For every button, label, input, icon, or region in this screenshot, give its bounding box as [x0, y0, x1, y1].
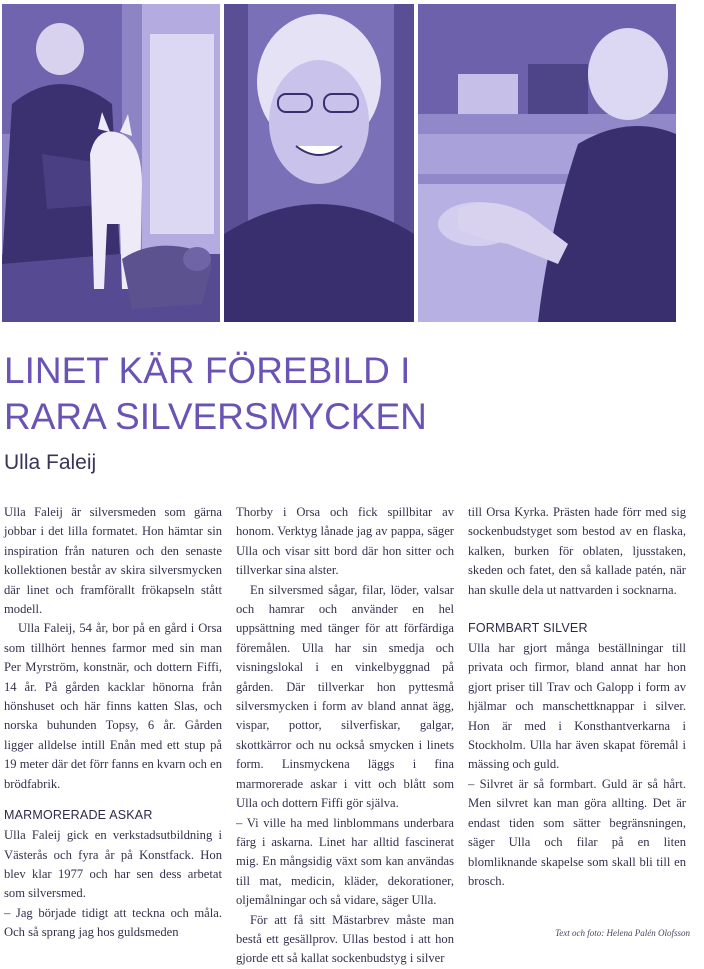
article-column-3	[468, 503, 686, 891]
section-heading-marmorerade-askar: MARMORERADE ASKAR	[4, 808, 153, 823]
author-name: Ulla Faleij	[4, 451, 97, 474]
paragraph: En silversmed sågar, filar, löder, valsar och hamrar och använder en hel uppsättning med tänger för att förfärdiga föremålen. Ulla har sin smedja och visningslokal i en vinkelbyggnad på gården. Där tillverkar hon pyttesmå silversmycken i form av bland annat ägg, vispar, pottor, silverfiskar, galgar, skottkärror och nu också smycken i linets form. Linsmyckena läggs i fina marmorerade askar i vitt och blått som Ulla och dottern Fiffi gör själva.	[236, 582, 454, 811]
article-column-2	[236, 503, 454, 969]
headline-line-2: RARA SILVERSMYCKEN	[4, 396, 427, 437]
paragraph: Ulla har gjort många beställningar till privata och firmor, bland annat har hon gjort priser till Trav och Galopp i form av hjälmar och manschettknappar i silver. Hon är med i Konsthantverkarna i Stockholm. Ulla har även skapat föremål i mässing och guld.	[468, 641, 686, 772]
paragraph: – Silvret är så formbart. Guld är så hårt. Men silvret kan man göra allting. Det är endast tiden som sätter begränsningen, säger Ulla och filar på en liten blomliknande skapelse som skall bli till en brosch.	[468, 776, 686, 888]
paragraph: Ulla Faleij är silversmeden som gärna jobbar i det lilla formatet. Hon hämtar sin inspiration från naturen och den senaste kollektionen består av skira silversmycken där linet och framförallt frökapseln stått modell.	[4, 505, 222, 617]
paragraph: För att få sitt Mästarbrev måste man bestå ett gesällprov. Ullas bestod i att hon gjorde ett så kallat sockenbudstyg i silver	[236, 912, 454, 966]
paragraph: Ulla Faleij, 54 år, bor på en gård i Orsa som tillhört hennes farmor med sin man Per Myrström, konstnär, och dottern Fiffi, 14 år. På gården kacklar hönorna från hönshuset och här finns katten Slas, och norska buhunden Topsy, 6 år. Gården ligger alldelse intill Enån med ett stup på 19 meter där det förr fanns en kvarn och en brödfabrik.	[4, 621, 222, 791]
article-headline	[4, 348, 694, 440]
headline-line-1: LINET KÄR FÖREBILD I	[4, 350, 411, 391]
paragraph: – Jag började tidigt att teckna och måla. Och så sprang jag hos guldsmeden	[4, 905, 222, 940]
photo-credit: Text och foto: Helena Palén Olofsson	[555, 928, 690, 938]
paragraph: – Vi ville ha med linblommans underbara färg i askarna. Linet har alltid fascinerat mig. En mångsidig växt som kan användas till mat, medicin, kläder, dekorationer, oljemålningar och så vidare, säger Ulla.	[236, 815, 454, 908]
photo-ulla-at-workbench	[418, 4, 676, 322]
photo-strip	[2, 4, 676, 322]
photo-ulla-with-dog-and-cat	[2, 4, 220, 322]
photo-ulla-portrait	[224, 4, 414, 322]
paragraph: Ulla Faleij gick en verkstadsutbildning i Västerås och fyra år på Konstfack. Hon blev klar 1977 och har sen dess arbetat som silversmed.	[4, 828, 222, 901]
section-heading-formbart-silver: FORMBART SILVER	[468, 621, 588, 636]
paragraph: Thorby i Orsa och fick spillbitar av honom. Verktyg lånade jag av pappa, säger Ulla och visar sitt bord där hon sitter och tillverkar sina alster.	[236, 505, 454, 578]
article-column-1	[4, 503, 222, 943]
paragraph: till Orsa Kyrka. Prästen hade förr med sig sockenbudstyget som bestod av en flaska, kalken, burken för oblaten, ljusstaken, skeden och fatet, den så kallade patén, när han skulle dela ut nattvarden i socknarna.	[468, 505, 686, 597]
